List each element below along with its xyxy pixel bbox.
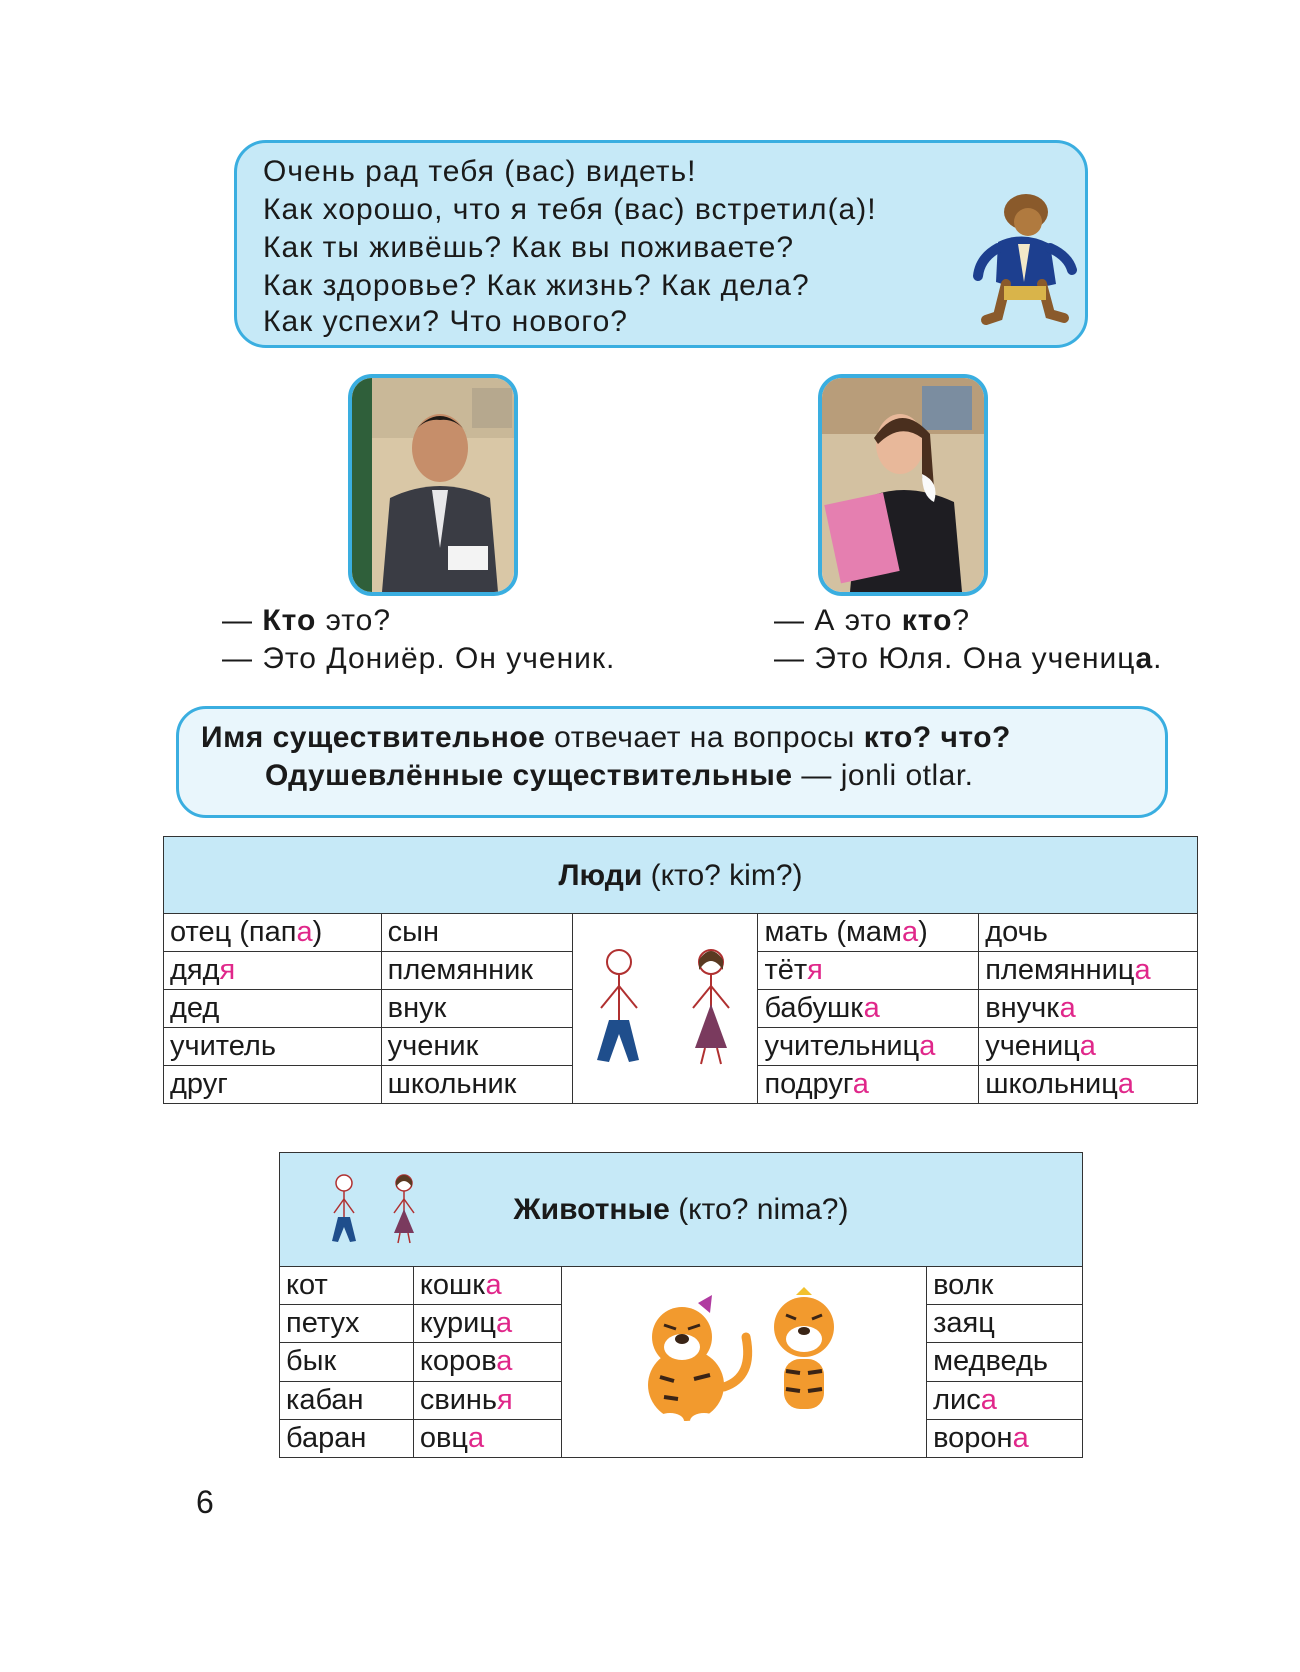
rule-box [176,706,1168,818]
dialog-left-question: — Кто это? [222,604,392,637]
table-cell: дочь [979,914,1198,952]
table-row [164,914,1198,952]
stick-figures-cell [573,914,758,1104]
stick-figures-icon [575,924,755,1084]
boy-stick-figure-icon [597,950,639,1062]
table-cell: школьник [381,1066,573,1104]
dialog-right-question: — А это кто? [774,604,971,637]
stick-figures-icon [320,1169,430,1249]
table-cell: кабан [280,1381,414,1419]
table-cell: петух [280,1305,414,1343]
greeting-line: Как хорошо, что я тебя (вас) встретил(а)! [263,193,877,226]
page-number: 6 [196,1484,214,1520]
table-cell: ученица [979,1028,1198,1066]
table-cell: медведь [927,1343,1083,1381]
table-cell: кот [280,1267,414,1305]
greeting-line: Очень рад тебя (вас) видеть! [263,155,697,188]
tiger-boy-icon [774,1287,834,1427]
table-cell: дядя [164,952,382,990]
table-cell: бабушка [758,990,979,1028]
table-cell: школьница [979,1066,1198,1104]
table-cell: внук [381,990,573,1028]
greeting-line: Как здоровье? Как жизнь? Как дела? [263,269,810,302]
table-cell: лиса [927,1381,1083,1419]
animals-table [279,1152,1083,1458]
table-cell: сын [381,914,573,952]
rule-line-1: Имя существительное отвечает на вопросы кто? что? [201,721,1011,754]
table-cell: отец (папа) [164,914,382,952]
table-cell: ворона [927,1419,1083,1457]
table-row [280,1267,1083,1305]
table-cell: учительница [758,1028,979,1066]
table-cell: учитель [164,1028,382,1066]
table-cell: друг [164,1066,382,1104]
table-cell: ученик [381,1028,573,1066]
boy-photo [348,374,518,596]
table-cell: внучка [979,990,1198,1028]
table-cell: корова [413,1343,561,1381]
table-cell: волк [927,1267,1083,1305]
dialog-right-answer: — Это Юля. Она ученица. [774,642,1163,675]
table-cell: бык [280,1343,414,1381]
rule-line-2: Одушевлённые существительные — jonli otlar. [265,759,974,792]
people-table [163,836,1198,1104]
tiger-girl-icon [648,1295,748,1429]
people-table-header: Люди (кто? kim?) [164,837,1198,914]
table-cell: заяц [927,1305,1083,1343]
table-cell: баран [280,1419,414,1457]
table-cell: кошка [413,1267,561,1305]
table-cell: курица [413,1305,561,1343]
table-cell: свинья [413,1381,561,1419]
greeting-line: Как успехи? Что нового? [263,305,628,338]
tigers-cell [561,1267,926,1458]
table-cell: дед [164,990,382,1028]
dialog-left-answer: — Это Дониёр. Он ученик. [222,642,616,675]
table-cell: племянница [979,952,1198,990]
greeting-box [234,140,1088,348]
tiger-cubs-illustration [624,1267,864,1447]
table-cell: тётя [758,952,979,990]
beast-illustration [968,192,1078,328]
table-cell: подруга [758,1066,979,1104]
table-cell: мать (мама) [758,914,979,952]
girl-photo [818,374,988,596]
animals-table-header: Животные (кто? nima?) [280,1153,1083,1267]
table-cell: овца [413,1419,561,1457]
greeting-line: Как ты живёшь? Как вы поживаете? [263,231,795,264]
table-cell: племянник [381,952,573,990]
girl-stick-figure-icon [693,950,729,1064]
